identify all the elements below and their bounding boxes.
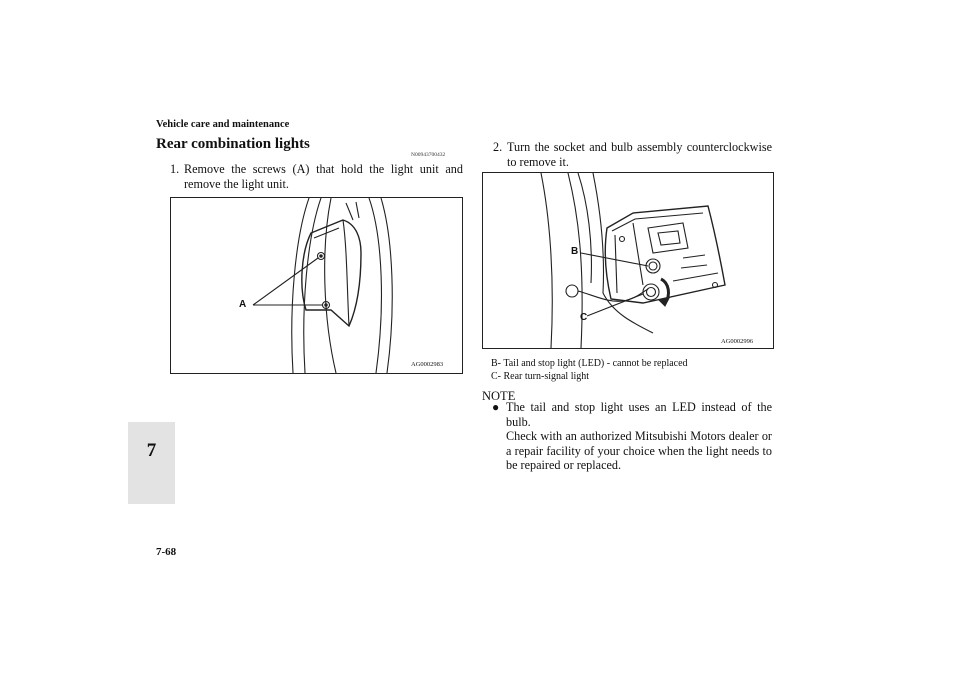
figure-captions [491, 357, 688, 383]
note-bullet: ● [492, 400, 500, 414]
label-b: B [571, 246, 579, 257]
page-title: Rear combination lights [156, 136, 310, 152]
step-2 [493, 140, 772, 170]
socket-bulb-illustration [483, 173, 773, 348]
step-2-number: 2. [493, 140, 503, 154]
step-1-number: 1. [170, 162, 180, 176]
reference-code: N00943700432 [411, 152, 446, 158]
chapter-tab [128, 422, 175, 504]
note-line-2: Check with an authorized Mitsubishi Motors dealer or a repair facility of your choice when the light needs to be repaired or replaced. [506, 429, 772, 473]
page-number: 7-68 [156, 546, 177, 558]
section-header: Vehicle care and maintenance [156, 119, 290, 130]
note-line-1: The tail and stop light uses an LED instead of the bulb. [506, 400, 772, 429]
note-label: NOTE [482, 389, 516, 403]
figure-light-unit-screws [170, 197, 463, 374]
label-a: A [239, 299, 247, 310]
figure-1-code: AG0002983 [411, 361, 444, 368]
caption-b: B- Tail and stop light (LED) - cannot be replaced [491, 358, 688, 369]
figure-2-code: AG0002996 [721, 338, 754, 345]
step-1-text: Remove the screws (A) that hold the light unit and remove the light unit. [184, 162, 463, 191]
figure-socket-bulb [482, 172, 774, 349]
chapter-tab-number: 7 [146, 440, 157, 461]
caption-c: C- Rear turn-signal light [491, 371, 590, 382]
label-c: C [580, 312, 588, 323]
step-1 [170, 162, 463, 192]
step-2-text: Turn the socket and bulb assembly counterclockwise to remove it. [507, 140, 772, 169]
light-unit-illustration [171, 198, 462, 373]
note-item [492, 400, 772, 473]
